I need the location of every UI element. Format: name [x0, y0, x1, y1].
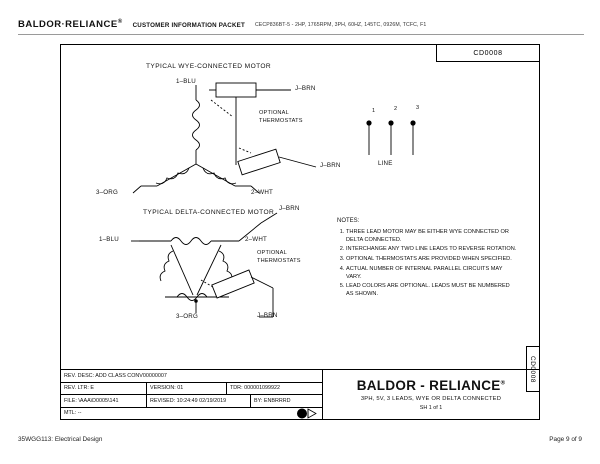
drawing-id-box: CD0008	[436, 44, 540, 62]
logo-registered-mark: ®	[117, 19, 123, 26]
wye-lead-2-label: 2–WHT	[251, 189, 273, 196]
line-label: LINE	[378, 160, 393, 167]
wye-thermostat-label-1: OPTIONAL	[259, 110, 289, 116]
title-block-right	[323, 370, 539, 419]
logo-baldor: BALDOR	[18, 19, 62, 31]
file-cell: FILE: \AAA\D0005\141	[61, 395, 147, 407]
title-block-row-rev	[61, 383, 322, 396]
footer-left: 35WGG113: Electrical Design	[18, 436, 103, 443]
notes-list	[337, 228, 517, 299]
revised-cell: REVISED: 10:24:49 02/19/2019	[147, 395, 251, 407]
notes-block	[337, 217, 517, 300]
line-terminal-2-label: 2	[394, 106, 398, 112]
note-item: 1. THREE LEAD MOTOR MAY BE EITHER WYE CONNECTED OR DELTA CONNECTED.	[346, 228, 517, 244]
line-terminal-1-label: 1	[372, 108, 376, 114]
header-subtitle: CECP836BT-5 - 2HP, 1765RPM, 3PH, 60HZ, 145TC, 0926M, TCFC, F1	[254, 22, 427, 28]
tdr-cell: TDR: 000001099922	[230, 385, 281, 392]
delta-lead-jbrn-top-label: J–BRN	[279, 205, 300, 212]
header-title: CUSTOMER INFORMATION PACKET	[132, 21, 245, 29]
note-item: 2. INTERCHANGE ANY TWO LINE LEADS TO REVERSE ROTATION.	[346, 245, 517, 253]
delta-lead-1-label: 1–BLU	[99, 236, 119, 243]
note-item: 4. ACTUAL NUMBER OF INTERNAL PARALLEL CIRCUITS MAY VARY.	[346, 265, 517, 281]
header-divider	[18, 34, 584, 35]
wye-thermostat-label-2: THERMOSTATS	[259, 118, 303, 124]
footer-right: Page 9 of 9	[549, 436, 582, 443]
document-header	[18, 18, 584, 32]
wye-lead-3-label: 3–ORG	[96, 189, 118, 196]
title-block-sheet: SH 1 of 1	[419, 405, 443, 411]
drawing-id-vertical: CD0008	[526, 346, 540, 392]
logo-reliance: RELIANCE	[65, 19, 118, 31]
note-item: 3. OPTIONAL THERMOSTATS ARE PROVIDED WHEN SPECIFIED.	[346, 255, 517, 263]
delta-lead-3-label: 3–ORG	[176, 313, 198, 320]
wye-lead-jbrn-top-label: J–BRN	[295, 85, 316, 92]
delta-thermostat-label-1: OPTIONAL	[257, 250, 287, 256]
title-block-row-mtl	[61, 408, 322, 420]
logo-separator: ·	[61, 19, 66, 30]
note-item: 5. LEAD COLORS ARE OPTIONAL. LEADS MUST BE NUMBERED AS SHOWN.	[346, 282, 517, 298]
title-block-description: 3PH, 5V, 3 LEADS, WYE OR DELTA CONNECTED	[360, 396, 502, 402]
delta-thermostat-label-2: THERMOSTATS	[257, 258, 301, 264]
title-block-row-file	[61, 395, 322, 408]
delta-diagram-title: TYPICAL DELTA-CONNECTED MOTOR	[143, 209, 275, 216]
wye-diagram-title: TYPICAL WYE-CONNECTED MOTOR	[146, 63, 272, 70]
by-cell: BY: ENBRRRD	[254, 397, 291, 404]
title-block-row-rev-desc	[61, 370, 322, 383]
wye-lead-jbrn-right-label: J–BRN	[320, 162, 341, 169]
wye-lead-1-label: 1–BLU	[176, 78, 196, 85]
mtl-cell: MTL: --	[64, 410, 82, 417]
baldor-reliance-logo	[18, 19, 123, 30]
line-terminal-3-label: 3	[416, 105, 420, 111]
first-angle-projection-icon	[296, 408, 318, 419]
title-block-brand: BALDOR - RELIANCE®	[356, 378, 506, 393]
notes-title: NOTES:	[337, 218, 360, 224]
drawing-frame	[60, 44, 540, 420]
delta-lead-jbrn-bottom-label: J–BRN	[257, 312, 278, 319]
rev-ltr-cell: REV. LTR: E	[61, 383, 147, 395]
title-block-left	[61, 370, 323, 419]
version-cell: VERSION: 01	[147, 383, 227, 395]
projection-symbol	[282, 408, 322, 420]
brand-registered-mark: ®	[500, 380, 506, 387]
rev-desc-cell: REV. DESC: ADD CLASS CONV00000007	[64, 372, 167, 379]
title-block	[61, 369, 539, 419]
delta-lead-2-label: 2–WHT	[245, 236, 267, 243]
